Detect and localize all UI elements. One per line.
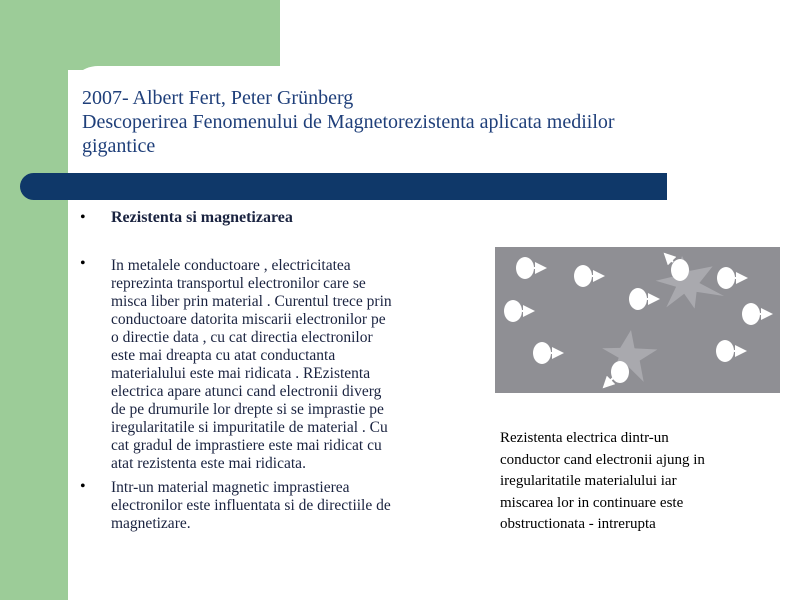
bullet-dot: •	[80, 478, 86, 495]
paragraph-line: iregularitatile si impuritatile de material . Cu	[111, 419, 388, 436]
slide-title	[82, 86, 722, 158]
paragraph-line: materialului este mai ridicata . REzistenta	[111, 365, 371, 382]
paragraph-line: magnetizare.	[111, 515, 191, 532]
section-heading: Rezistenta si magnetizarea	[111, 209, 293, 226]
paragraph-line: conductoare datorita miscarii electronilor pe	[111, 311, 386, 328]
paragraph-line: Intr-un material magnetic imprastierea	[111, 479, 350, 496]
caption-line: conductor cand electronii ajung in	[500, 451, 705, 468]
paragraph-line: reprezinta transportul electronilor care se	[111, 275, 366, 292]
bullet-dot: •	[80, 255, 86, 272]
caption-line: iregularitatile materialului iar	[500, 473, 677, 489]
paragraph-1	[111, 257, 392, 473]
caption-line: Rezistenta electrica dintr-un	[500, 430, 669, 446]
caption-line: obstructionata - intrerupta	[500, 516, 656, 532]
paragraph-line: misca liber prin material . Curentul trece prin	[111, 293, 392, 310]
paragraph-line: este mai dreapta cu atat conductanta	[111, 347, 336, 364]
green-decoration-left	[0, 0, 68, 600]
paragraph-line: atat rezistenta este mai ridicata.	[111, 455, 306, 472]
figure-caption	[500, 428, 705, 536]
paragraph-line: electronilor este influentata si de directiile de	[111, 497, 391, 514]
caption-line: miscarea lor in continuare este	[500, 494, 684, 511]
paragraph-line: de pe drumurile lor drepte si se imprastie pe	[111, 401, 384, 418]
title-line-2: Descoperirea Fenomenului de Magnetorezistenta aplicata mediilor	[82, 111, 615, 133]
title-line-1: 2007- Albert Fert, Peter Grünberg	[82, 87, 354, 109]
paragraph-line: o directie data , cu cat directia electronilor	[111, 329, 373, 346]
paragraph-line: electrica apare atunci cand electronii diverg	[111, 383, 382, 400]
title-divider-bar	[20, 173, 667, 200]
electron-scattering-diagram	[495, 247, 780, 393]
paragraph-2	[111, 479, 391, 533]
bullet-dot: •	[80, 209, 86, 226]
paragraph-line: cat gradul de imprastiere este mai ridicat cu	[111, 437, 382, 454]
title-line-3: gigantice	[82, 135, 156, 157]
paragraph-line: In metalele conductoare , electricitatea	[111, 257, 351, 274]
